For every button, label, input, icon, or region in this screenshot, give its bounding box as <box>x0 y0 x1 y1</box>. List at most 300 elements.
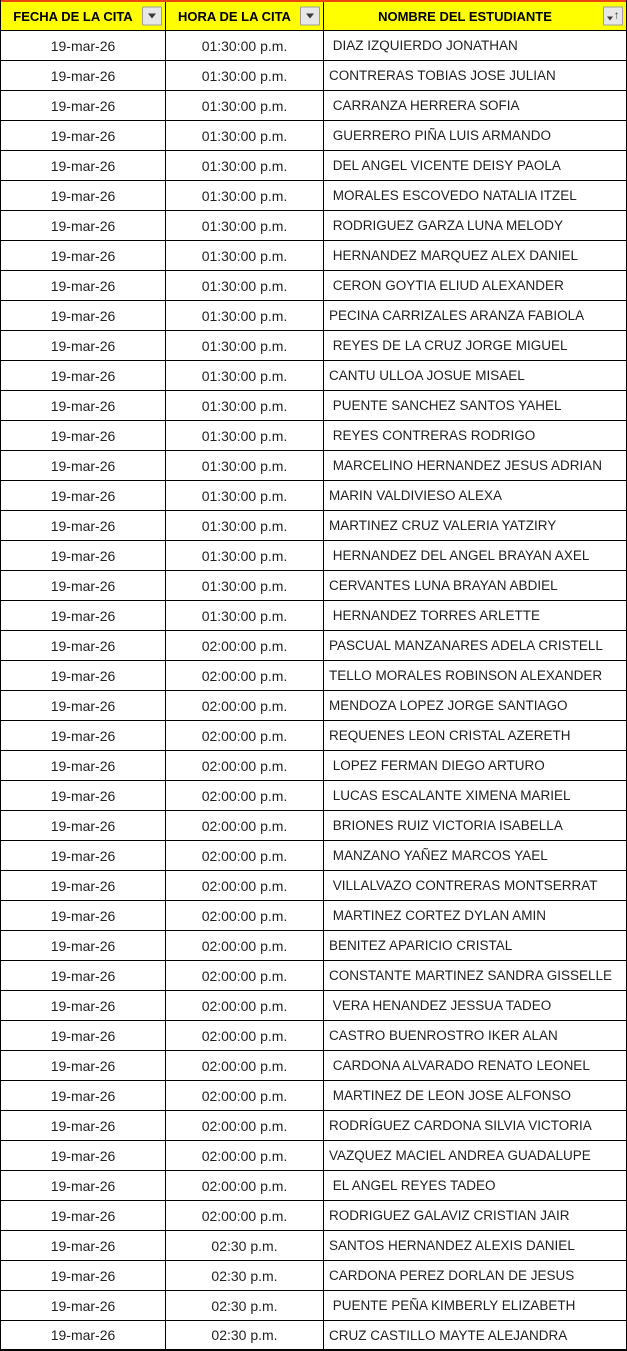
fecha-cell[interactable] <box>1 1261 166 1290</box>
hora-cell[interactable] <box>166 1171 324 1200</box>
hora-cell[interactable] <box>166 31 324 60</box>
table-row <box>1 541 626 571</box>
fecha-cell[interactable] <box>1 1021 166 1050</box>
nombre-cell[interactable] <box>324 151 626 180</box>
fecha-value: 19-mar-26 <box>50 1147 116 1164</box>
nombre-value: BENITEZ APARICIO CRISTAL <box>329 938 513 953</box>
table-row <box>1 121 626 151</box>
nombre-cell[interactable] <box>324 31 626 60</box>
table-row <box>1 331 626 361</box>
fecha-value: 19-mar-26 <box>50 427 116 444</box>
nombre-value: PUENTE SANCHEZ SANTOS YAHEL <box>329 398 562 413</box>
fecha-value: 19-mar-26 <box>50 97 116 114</box>
hora-value: 01:30:00 p.m. <box>201 577 288 594</box>
nombre-value: MORALES ESCOVEDO NATALIA ITZEL <box>329 188 577 203</box>
nombre-cell[interactable] <box>324 361 626 390</box>
hora-value: 02:00:00 p.m. <box>201 1117 288 1134</box>
fecha-cell[interactable] <box>1 1051 166 1080</box>
hora-value: 02:30 p.m. <box>211 1237 278 1254</box>
nombre-value: LOPEZ FERMAN DIEGO ARTURO <box>329 758 545 773</box>
hora-cell[interactable] <box>166 1231 324 1260</box>
fecha-cell[interactable] <box>1 1291 166 1320</box>
header-nombre-del-estudiante <box>324 2 626 30</box>
hora-cell[interactable] <box>166 1321 324 1349</box>
fecha-value: 19-mar-26 <box>50 637 116 654</box>
nombre-cell[interactable] <box>324 211 626 240</box>
fecha-cell[interactable] <box>1 301 166 330</box>
hora-value: 01:30:00 p.m. <box>201 187 288 204</box>
fecha-value: 19-mar-26 <box>50 367 116 384</box>
fecha-value: 19-mar-26 <box>50 127 116 144</box>
hora-cell[interactable] <box>166 151 324 180</box>
nombre-cell[interactable] <box>324 1081 626 1110</box>
nombre-value: DIAZ IZQUIERDO JONATHAN <box>329 38 518 53</box>
nombre-cell[interactable] <box>324 1321 626 1349</box>
table-row <box>1 961 626 991</box>
fecha-cell[interactable] <box>1 511 166 540</box>
table-row <box>1 571 626 601</box>
fecha-value: 19-mar-26 <box>50 577 116 594</box>
table-row <box>1 1141 626 1171</box>
fecha-value: 19-mar-26 <box>50 847 116 864</box>
hora-cell[interactable] <box>166 661 324 690</box>
fecha-value: 19-mar-26 <box>50 787 116 804</box>
hora-cell[interactable] <box>166 391 324 420</box>
hora-value: 02:00:00 p.m. <box>201 697 288 714</box>
table-row <box>1 871 626 901</box>
hora-value: 02:00:00 p.m. <box>201 787 288 804</box>
hora-cell[interactable] <box>166 511 324 540</box>
fecha-value: 19-mar-26 <box>50 307 116 324</box>
fecha-value: 19-mar-26 <box>50 967 116 984</box>
nombre-cell[interactable] <box>324 571 626 600</box>
nombre-cell[interactable] <box>324 1051 626 1080</box>
nombre-value: HERNANDEZ MARQUEZ ALEX DANIEL <box>329 248 579 263</box>
fecha-cell[interactable] <box>1 1231 166 1260</box>
hora-cell[interactable] <box>166 241 324 270</box>
fecha-cell[interactable] <box>1 541 166 570</box>
nombre-value: LUCAS ESCALANTE XIMENA MARIEL <box>329 788 571 803</box>
hora-cell[interactable] <box>166 931 324 960</box>
table-row <box>1 661 626 691</box>
hora-cell[interactable] <box>166 961 324 990</box>
fecha-cell[interactable] <box>1 1111 166 1140</box>
fecha-value: 19-mar-26 <box>50 877 116 894</box>
hora-cell[interactable] <box>166 541 324 570</box>
fecha-value: 19-mar-26 <box>50 1177 116 1194</box>
fecha-cell[interactable] <box>1 901 166 930</box>
table-row <box>1 1261 626 1291</box>
chevron-down-icon <box>306 14 314 19</box>
hora-cell[interactable] <box>166 871 324 900</box>
hora-cell[interactable] <box>166 331 324 360</box>
fecha-cell[interactable] <box>1 451 166 480</box>
hora-cell[interactable] <box>166 841 324 870</box>
filter-sort-button-nombre[interactable] <box>603 7 623 26</box>
fecha-value: 19-mar-26 <box>50 37 116 54</box>
hora-cell[interactable] <box>166 1051 324 1080</box>
fecha-cell[interactable] <box>1 121 166 150</box>
nombre-value: MARTINEZ CORTEZ DYLAN AMIN <box>329 908 547 923</box>
nombre-value: HERNANDEZ TORRES ARLETTE <box>329 608 541 623</box>
table-row <box>1 271 626 301</box>
table-body <box>1 31 626 1351</box>
hora-cell[interactable] <box>166 301 324 330</box>
nombre-value: CERVANTES LUNA BRAYAN ABDIEL <box>329 578 558 593</box>
table-row <box>1 481 626 511</box>
fecha-cell[interactable] <box>1 991 166 1020</box>
fecha-value: 19-mar-26 <box>50 937 116 954</box>
nombre-value: SANTOS HERNANDEZ ALEXIS DANIEL <box>329 1238 575 1253</box>
hora-cell[interactable] <box>166 1111 324 1140</box>
hora-cell[interactable] <box>166 1021 324 1050</box>
hora-value: 01:30:00 p.m. <box>201 517 288 534</box>
nombre-cell[interactable] <box>324 451 626 480</box>
hora-value: 01:30:00 p.m. <box>201 37 288 54</box>
table-row <box>1 991 626 1021</box>
nombre-value: PUENTE PEÑA KIMBERLY ELIZABETH <box>329 1298 576 1313</box>
hora-cell[interactable] <box>166 691 324 720</box>
hora-cell[interactable] <box>166 991 324 1020</box>
hora-value: 02:00:00 p.m. <box>201 637 288 654</box>
hora-value: 02:00:00 p.m. <box>201 1087 288 1104</box>
nombre-cell[interactable] <box>324 241 626 270</box>
fecha-value: 19-mar-26 <box>50 247 116 264</box>
nombre-cell[interactable] <box>324 1111 626 1140</box>
fecha-value: 19-mar-26 <box>50 217 116 234</box>
hora-value: 02:00:00 p.m. <box>201 937 288 954</box>
hora-cell[interactable] <box>166 91 324 120</box>
hora-value: 02:30 p.m. <box>211 1327 278 1343</box>
nombre-cell[interactable] <box>324 331 626 360</box>
header-nombre-label: NOMBRE DEL ESTUDIANTE <box>378 8 552 24</box>
table-row <box>1 1201 626 1231</box>
hora-value: 01:30:00 p.m. <box>201 217 288 234</box>
fecha-value: 19-mar-26 <box>50 397 116 414</box>
fecha-cell[interactable] <box>1 661 166 690</box>
hora-cell[interactable] <box>166 721 324 750</box>
nombre-value: DEL ANGEL VICENTE DEISY PAOLA <box>329 158 561 173</box>
nombre-value: REYES CONTRERAS RODRIGO <box>329 428 536 443</box>
hora-value: 02:00:00 p.m. <box>201 1147 288 1164</box>
fecha-value: 19-mar-26 <box>50 67 116 84</box>
table-row <box>1 751 626 781</box>
hora-value: 02:00:00 p.m. <box>201 667 288 684</box>
nombre-value: RODRÍGUEZ CARDONA SILVIA VICTORIA <box>329 1118 592 1133</box>
hora-value: 02:30 p.m. <box>211 1267 278 1284</box>
fecha-cell[interactable] <box>1 91 166 120</box>
fecha-cell[interactable] <box>1 841 166 870</box>
sort-ascending-filter-icon <box>607 11 620 22</box>
hora-value: 02:00:00 p.m. <box>201 727 288 744</box>
nombre-value: CANTU ULLOA JOSUE MISAEL <box>329 368 525 383</box>
fecha-cell[interactable] <box>1 421 166 450</box>
hora-value: 02:00:00 p.m. <box>201 1027 288 1044</box>
fecha-cell[interactable] <box>1 1201 166 1230</box>
nombre-cell[interactable] <box>324 661 626 690</box>
hora-cell[interactable] <box>166 781 324 810</box>
hora-value: 02:00:00 p.m. <box>201 907 288 924</box>
table-row <box>1 1111 626 1141</box>
nombre-value: PASCUAL MANZANARES ADELA CRISTELL <box>329 638 603 653</box>
hora-value: 01:30:00 p.m. <box>201 487 288 504</box>
hora-cell[interactable] <box>166 271 324 300</box>
table-row <box>1 91 626 121</box>
fecha-cell[interactable] <box>1 181 166 210</box>
nombre-cell[interactable] <box>324 481 626 510</box>
nombre-value: RODRIGUEZ GALAVIZ CRISTIAN JAIR <box>329 1208 570 1223</box>
chevron-down-icon <box>607 17 613 21</box>
hora-value: 02:00:00 p.m. <box>201 757 288 774</box>
nombre-cell[interactable] <box>324 511 626 540</box>
nombre-value: REQUENES LEON CRISTAL AZERETH <box>329 728 571 743</box>
hora-cell[interactable] <box>166 601 324 630</box>
hora-value: 01:30:00 p.m. <box>201 367 288 384</box>
fecha-cell[interactable] <box>1 1081 166 1110</box>
nombre-cell[interactable] <box>324 1171 626 1200</box>
fecha-cell[interactable] <box>1 271 166 300</box>
hora-value: 01:30:00 p.m. <box>201 67 288 84</box>
table-row <box>1 181 626 211</box>
header-hora-de-la-cita <box>166 2 324 30</box>
fecha-value: 19-mar-26 <box>50 517 116 534</box>
table-row <box>1 1021 626 1051</box>
nombre-cell[interactable] <box>324 991 626 1020</box>
nombre-cell[interactable] <box>324 301 626 330</box>
fecha-value: 19-mar-26 <box>50 1027 116 1044</box>
nombre-cell[interactable] <box>324 421 626 450</box>
fecha-cell[interactable] <box>1 811 166 840</box>
fecha-value: 19-mar-26 <box>50 1057 116 1074</box>
table-row <box>1 601 626 631</box>
fecha-value: 19-mar-26 <box>50 667 116 684</box>
fecha-cell[interactable] <box>1 151 166 180</box>
hora-value: 01:30:00 p.m. <box>201 397 288 414</box>
nombre-value: HERNANDEZ DEL ANGEL BRAYAN AXEL <box>329 548 590 563</box>
hora-value: 02:30 p.m. <box>211 1297 278 1314</box>
fecha-value: 19-mar-26 <box>50 1297 116 1314</box>
nombre-value: MARTINEZ DE LEON JOSE ALFONSO <box>329 1088 572 1103</box>
fecha-cell[interactable] <box>1 211 166 240</box>
header-hora-label: HORA DE LA CITA <box>178 8 291 24</box>
table-row <box>1 301 626 331</box>
hora-cell[interactable] <box>166 181 324 210</box>
fecha-value: 19-mar-26 <box>50 1237 116 1254</box>
hora-value: 02:00:00 p.m. <box>201 1177 288 1194</box>
fecha-cell[interactable] <box>1 1321 166 1349</box>
fecha-cell[interactable] <box>1 241 166 270</box>
hora-cell[interactable] <box>166 1201 324 1230</box>
nombre-value: MARCELINO HERNANDEZ JESUS ADRIAN <box>329 458 603 473</box>
table-row <box>1 391 626 421</box>
nombre-cell[interactable] <box>324 1231 626 1260</box>
hora-cell[interactable] <box>166 751 324 780</box>
hora-value: 01:30:00 p.m. <box>201 427 288 444</box>
nombre-cell[interactable] <box>324 1261 626 1290</box>
hora-value: 01:30:00 p.m. <box>201 127 288 144</box>
nombre-cell[interactable] <box>324 541 626 570</box>
nombre-value: MARTINEZ CRUZ VALERIA YATZIRY <box>329 518 557 533</box>
fecha-value: 19-mar-26 <box>50 1327 116 1343</box>
nombre-cell[interactable] <box>324 841 626 870</box>
hora-value: 01:30:00 p.m. <box>201 157 288 174</box>
table-row <box>1 1051 626 1081</box>
table-row <box>1 1321 626 1351</box>
nombre-value: PECINA CARRIZALES ARANZA FABIOLA <box>329 308 585 323</box>
table-row <box>1 451 626 481</box>
fecha-value: 19-mar-26 <box>50 1117 116 1134</box>
nombre-value: VERA HENANDEZ JESSUA TADEO <box>329 998 552 1013</box>
table-row <box>1 691 626 721</box>
hora-cell[interactable] <box>166 421 324 450</box>
fecha-cell[interactable] <box>1 601 166 630</box>
nombre-cell[interactable] <box>324 631 626 660</box>
filter-button-hora[interactable] <box>300 7 320 26</box>
nombre-cell[interactable] <box>324 1201 626 1230</box>
fecha-cell[interactable] <box>1 1171 166 1200</box>
table-row <box>1 1171 626 1201</box>
nombre-cell[interactable] <box>324 121 626 150</box>
hora-value: 01:30:00 p.m. <box>201 607 288 624</box>
hora-value: 01:30:00 p.m. <box>201 457 288 474</box>
hora-cell[interactable] <box>166 61 324 90</box>
table-row <box>1 841 626 871</box>
nombre-cell[interactable] <box>324 751 626 780</box>
fecha-cell[interactable] <box>1 331 166 360</box>
table-row <box>1 931 626 961</box>
table-row <box>1 781 626 811</box>
hora-value: 01:30:00 p.m. <box>201 307 288 324</box>
table-row <box>1 1231 626 1261</box>
table-row <box>1 1081 626 1111</box>
table-row <box>1 421 626 451</box>
nombre-cell[interactable] <box>324 1021 626 1050</box>
nombre-cell[interactable] <box>324 691 626 720</box>
fecha-cell[interactable] <box>1 721 166 750</box>
hora-value: 01:30:00 p.m. <box>201 277 288 294</box>
fecha-cell[interactable] <box>1 481 166 510</box>
hora-cell[interactable] <box>166 211 324 240</box>
fecha-value: 19-mar-26 <box>50 757 116 774</box>
fecha-cell[interactable] <box>1 691 166 720</box>
chevron-down-icon <box>148 14 156 19</box>
nombre-cell[interactable] <box>324 871 626 900</box>
hora-value: 02:00:00 p.m. <box>201 847 288 864</box>
hora-value: 02:00:00 p.m. <box>201 877 288 894</box>
nombre-cell[interactable] <box>324 781 626 810</box>
nombre-value: VILLALVAZO CONTRERAS MONTSERRAT <box>329 878 598 893</box>
fecha-value: 19-mar-26 <box>50 697 116 714</box>
nombre-cell[interactable] <box>324 271 626 300</box>
sort-up-arrow-icon: ↑ <box>613 9 620 22</box>
fecha-cell[interactable] <box>1 1141 166 1170</box>
hora-cell[interactable] <box>166 1081 324 1110</box>
fecha-cell[interactable] <box>1 361 166 390</box>
fecha-value: 19-mar-26 <box>50 337 116 354</box>
hora-value: 02:00:00 p.m. <box>201 1207 288 1224</box>
nombre-cell[interactable] <box>324 811 626 840</box>
hora-cell[interactable] <box>166 121 324 150</box>
nombre-value: CRUZ CASTILLO MAYTE ALEJANDRA <box>329 1327 568 1343</box>
nombre-cell[interactable] <box>324 901 626 930</box>
fecha-value: 19-mar-26 <box>50 727 116 744</box>
fecha-value: 19-mar-26 <box>50 277 116 294</box>
fecha-cell[interactable] <box>1 31 166 60</box>
table-row <box>1 631 626 661</box>
fecha-value: 19-mar-26 <box>50 547 116 564</box>
nombre-value: MARIN VALDIVIESO ALEXA <box>329 488 503 503</box>
filter-button-fecha[interactable] <box>142 7 162 26</box>
nombre-cell[interactable] <box>324 61 626 90</box>
nombre-value: CARDONA ALVARADO RENATO LEONEL <box>329 1058 590 1073</box>
fecha-cell[interactable] <box>1 571 166 600</box>
hora-cell[interactable] <box>166 631 324 660</box>
nombre-cell[interactable] <box>324 391 626 420</box>
fecha-cell[interactable] <box>1 391 166 420</box>
fecha-value: 19-mar-26 <box>50 1267 116 1284</box>
fecha-value: 19-mar-26 <box>50 997 116 1014</box>
nombre-cell[interactable] <box>324 1141 626 1170</box>
nombre-cell[interactable] <box>324 721 626 750</box>
fecha-cell[interactable] <box>1 61 166 90</box>
nombre-cell[interactable] <box>324 1291 626 1320</box>
nombre-cell[interactable] <box>324 91 626 120</box>
nombre-cell[interactable] <box>324 601 626 630</box>
hora-value: 01:30:00 p.m. <box>201 547 288 564</box>
nombre-value: TELLO MORALES ROBINSON ALEXANDER <box>329 668 603 683</box>
fecha-cell[interactable] <box>1 961 166 990</box>
nombre-value: MENDOZA LOPEZ JORGE SANTIAGO <box>329 698 568 713</box>
table-row <box>1 721 626 751</box>
hora-value: 02:00:00 p.m. <box>201 1057 288 1074</box>
hora-cell[interactable] <box>166 481 324 510</box>
fecha-cell[interactable] <box>1 751 166 780</box>
fecha-cell[interactable] <box>1 781 166 810</box>
fecha-value: 19-mar-26 <box>50 457 116 474</box>
table-row <box>1 511 626 541</box>
hora-cell[interactable] <box>166 1291 324 1320</box>
header-fecha-label: FECHA DE LA CITA <box>13 8 133 24</box>
hora-value: 02:00:00 p.m. <box>201 817 288 834</box>
nombre-value: RODRIGUEZ GARZA LUNA MELODY <box>329 218 564 233</box>
nombre-value: CONSTANTE MARTINEZ SANDRA GISSELLE <box>329 968 613 983</box>
nombre-cell[interactable] <box>324 181 626 210</box>
hora-cell[interactable] <box>166 451 324 480</box>
fecha-cell[interactable] <box>1 631 166 660</box>
fecha-value: 19-mar-26 <box>50 907 116 924</box>
hora-cell[interactable] <box>166 571 324 600</box>
nombre-value: CONTRERAS TOBIAS JOSE JULIAN <box>329 68 556 83</box>
fecha-value: 19-mar-26 <box>50 1207 116 1224</box>
hora-cell[interactable] <box>166 1261 324 1290</box>
nombre-value: CARDONA PEREZ DORLAN DE JESUS <box>329 1268 575 1283</box>
nombre-cell[interactable] <box>324 961 626 990</box>
table-row <box>1 151 626 181</box>
hora-cell[interactable] <box>166 811 324 840</box>
table-row <box>1 61 626 91</box>
hora-cell[interactable] <box>166 361 324 390</box>
fecha-cell[interactable] <box>1 871 166 900</box>
table-row <box>1 901 626 931</box>
fecha-value: 19-mar-26 <box>50 487 116 504</box>
nombre-cell[interactable] <box>324 931 626 960</box>
hora-cell[interactable] <box>166 1141 324 1170</box>
hora-value: 01:30:00 p.m. <box>201 97 288 114</box>
nombre-value: REYES DE LA CRUZ JORGE MIGUEL <box>329 338 568 353</box>
hora-cell[interactable] <box>166 901 324 930</box>
fecha-cell[interactable] <box>1 931 166 960</box>
nombre-value: EL ANGEL REYES TADEO <box>329 1178 496 1193</box>
